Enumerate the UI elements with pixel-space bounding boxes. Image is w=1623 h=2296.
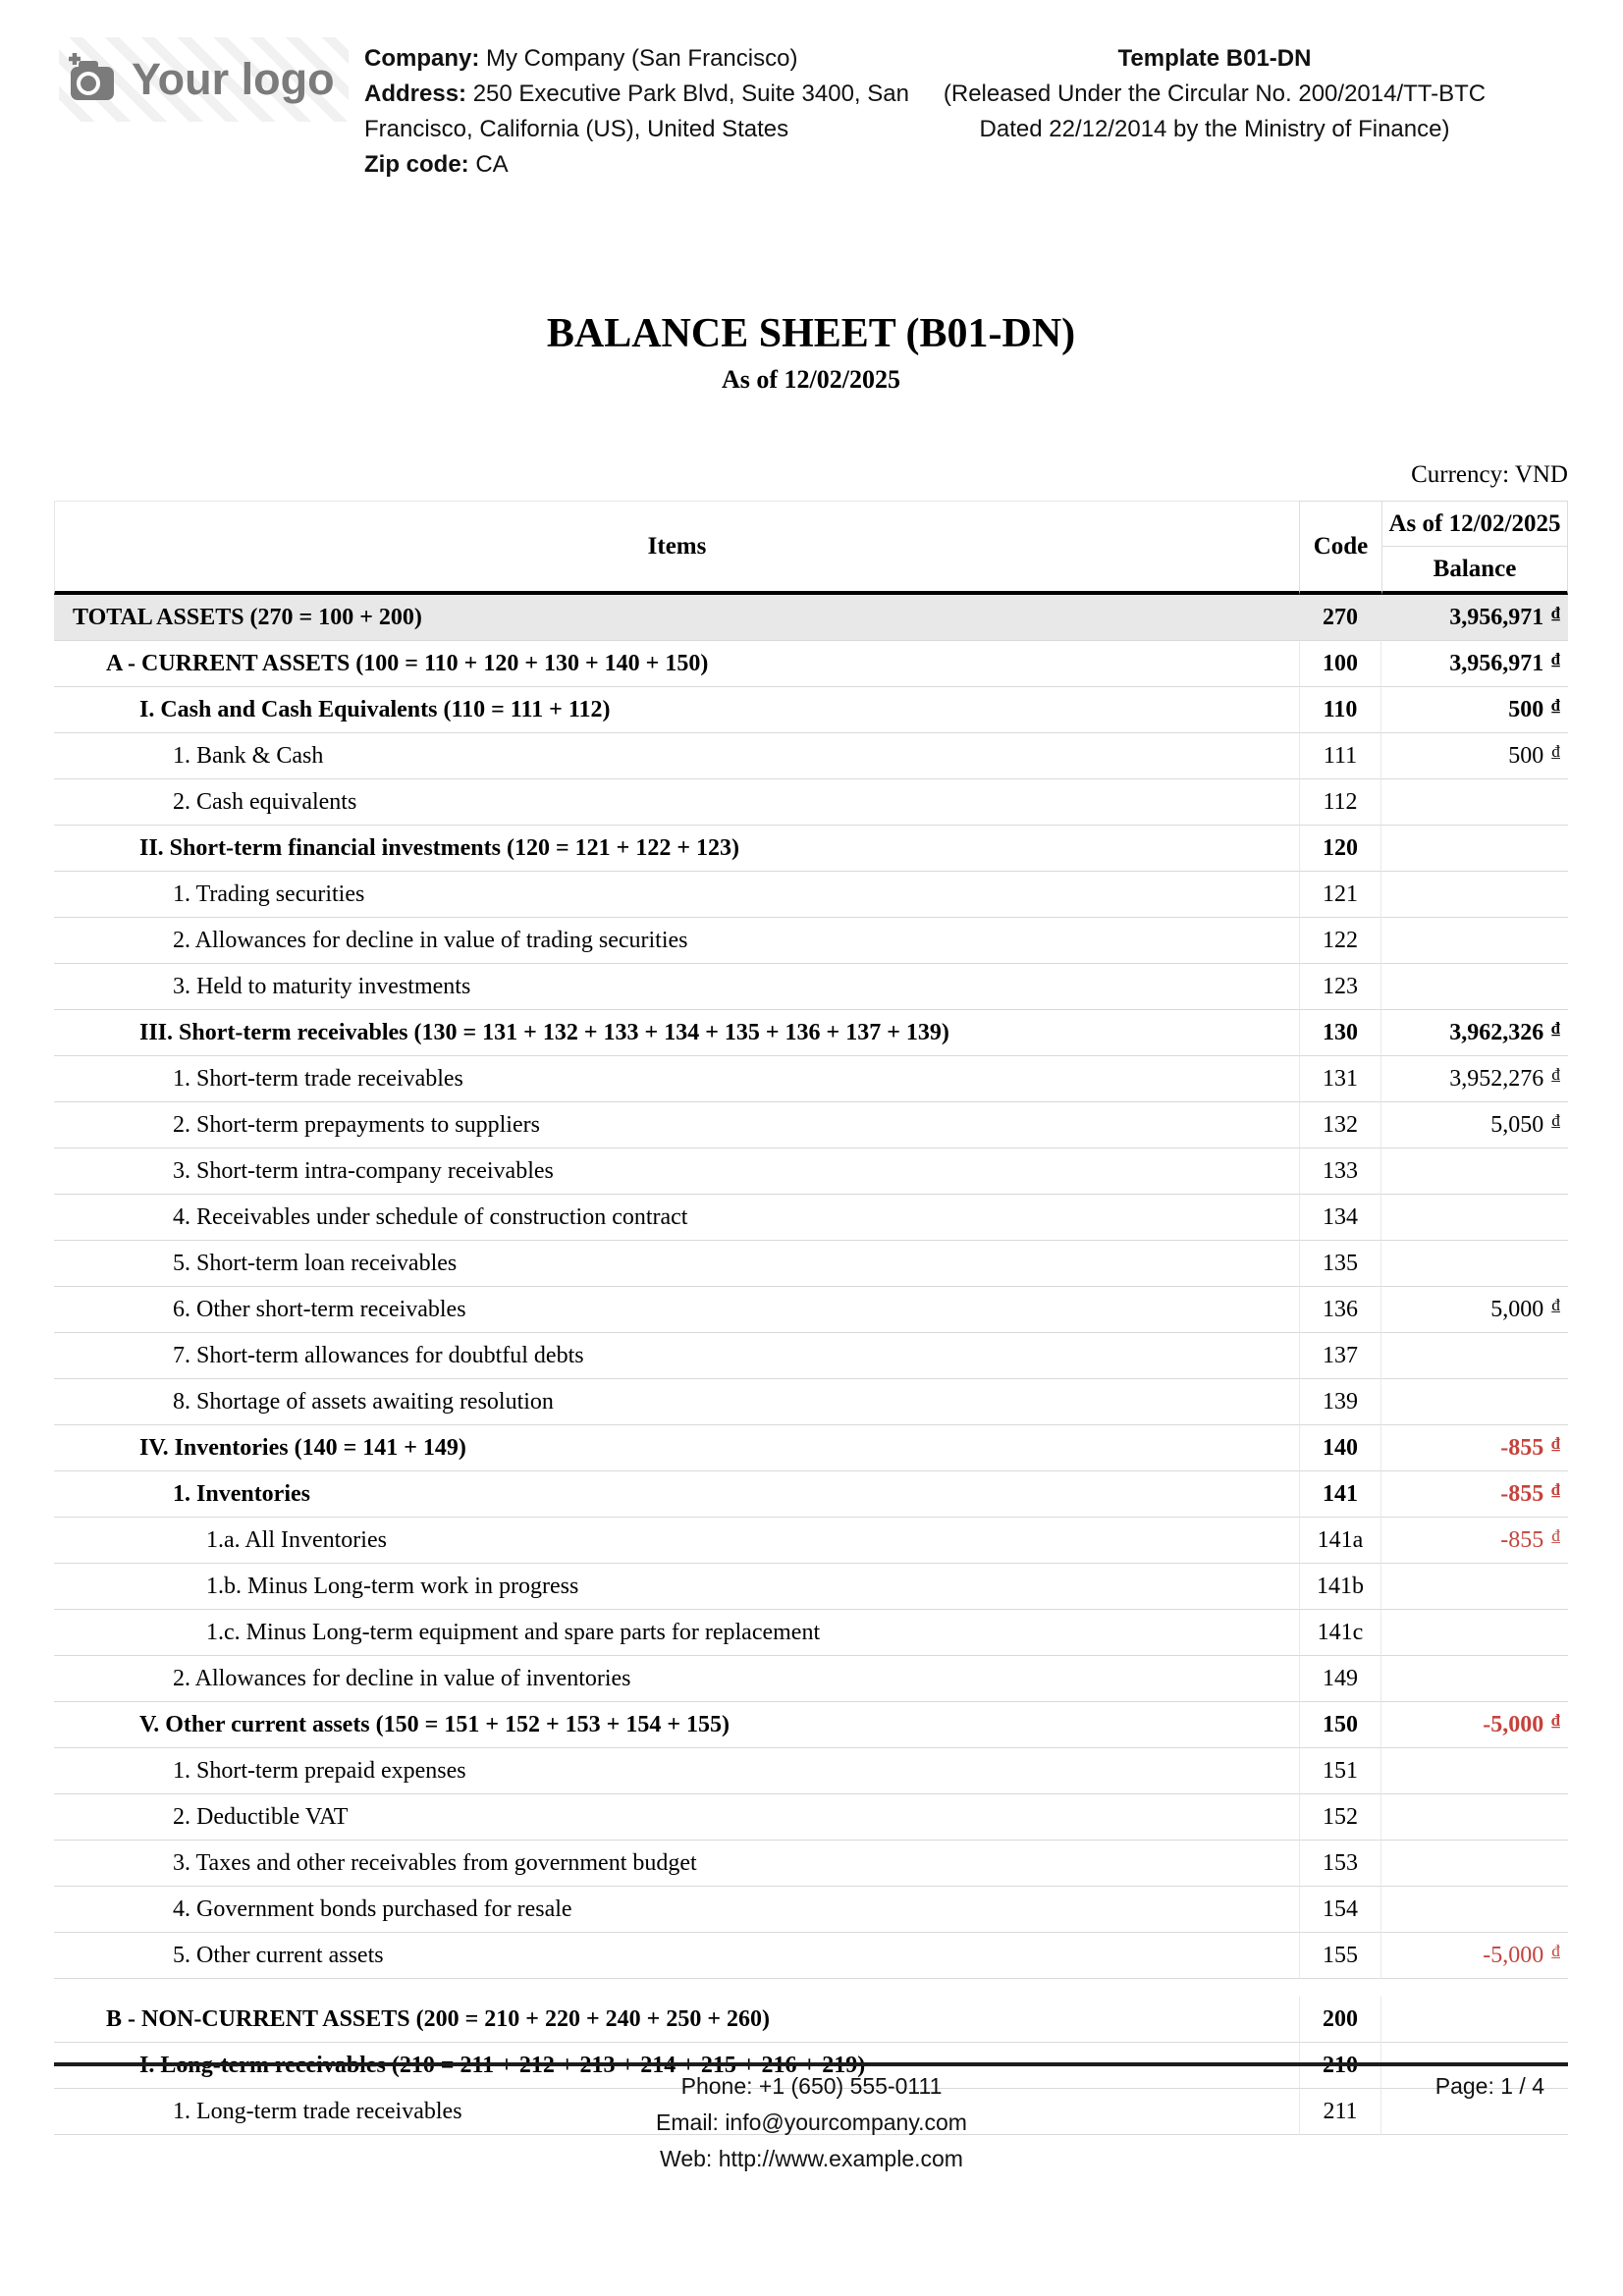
row-code: 151 xyxy=(1299,1748,1381,1794)
row-value xyxy=(1381,1887,1568,1933)
table-row xyxy=(54,1241,1568,1287)
row-value xyxy=(1381,826,1568,872)
zip-line xyxy=(364,147,932,183)
row-amount: 3,956,971 xyxy=(1449,605,1544,630)
row-code: 136 xyxy=(1299,1287,1381,1333)
row-label: III. Short-term receivables (130 = 131 + 132 + 133 + 134 + 135 + 136 + 137 + 139) xyxy=(54,1010,1299,1056)
row-label: V. Other current assets (150 = 151 + 152 + 153 + 154 + 155) xyxy=(54,1702,1299,1748)
template-dated: Dated 22/12/2014 by the Ministry of Finance) xyxy=(979,116,1450,142)
row-value xyxy=(1381,918,1568,964)
row-amount: 500 xyxy=(1508,697,1544,722)
row-label: II. Short-term financial investments (120 = 121 + 122 + 123) xyxy=(54,826,1299,872)
table-row xyxy=(54,1656,1568,1702)
row-amount: 5,050 xyxy=(1490,1112,1544,1138)
row-code: 154 xyxy=(1299,1887,1381,1933)
row-code: 211 xyxy=(1299,2089,1381,2135)
row-code: 122 xyxy=(1299,918,1381,964)
row-code: 141b xyxy=(1299,1564,1381,1610)
currency-symbol: ₫ xyxy=(1551,1480,1560,1499)
row-label: TOTAL ASSETS (270 = 100 + 200) xyxy=(54,595,1299,641)
row-value xyxy=(1381,964,1568,1010)
row-code: 132 xyxy=(1299,1102,1381,1148)
row-label: 2. Short-term prepayments to suppliers xyxy=(54,1102,1299,1148)
row-code: 152 xyxy=(1299,1794,1381,1841)
table-row xyxy=(54,1287,1568,1333)
row-code: 137 xyxy=(1299,1333,1381,1379)
currency-symbol: ₫ xyxy=(1551,1019,1560,1038)
table-row xyxy=(54,1933,1568,1979)
table-row xyxy=(54,1997,1568,2043)
row-label: 4. Receivables under schedule of construction contract xyxy=(54,1195,1299,1241)
row-value xyxy=(1381,1333,1568,1379)
table-row xyxy=(54,1056,1568,1102)
footer-web[interactable]: Web: http://www.example.com xyxy=(660,2146,963,2171)
row-label: 3. Short-term intra-company receivables xyxy=(54,1148,1299,1195)
row-label: 1. Inventories xyxy=(54,1471,1299,1518)
row-label: A - CURRENT ASSETS (100 = 110 + 120 + 130 + 140 + 150) xyxy=(54,641,1299,687)
row-value xyxy=(1381,1195,1568,1241)
currency-symbol: ₫ xyxy=(1551,696,1560,715)
row-label: 3. Held to maturity investments xyxy=(54,964,1299,1010)
row-code: 141a xyxy=(1299,1518,1381,1564)
row-value xyxy=(1381,1841,1568,1887)
currency-symbol: ₫ xyxy=(1551,1434,1560,1453)
zip-label: Zip code: xyxy=(364,151,469,178)
table-row xyxy=(54,1887,1568,1933)
template-name: Template B01-DN xyxy=(1117,45,1312,72)
row-label: IV. Inventories (140 = 141 + 149) xyxy=(54,1425,1299,1471)
address-value: 250 Executive Park Blvd, Suite 3400, San Francisco, California (US), United States xyxy=(364,80,909,142)
camera-icon xyxy=(65,51,120,109)
row-code: 131 xyxy=(1299,1056,1381,1102)
row-label: 1.a. All Inventories xyxy=(54,1518,1299,1564)
row-value xyxy=(1381,1702,1568,1748)
row-amount: -855 xyxy=(1500,1435,1544,1461)
row-amount: 3,952,276 xyxy=(1449,1066,1544,1092)
items-column-header: Items xyxy=(54,501,1299,595)
row-label: 1. Bank & Cash xyxy=(54,733,1299,779)
row-value xyxy=(1381,872,1568,918)
row-value xyxy=(1381,1794,1568,1841)
table-row xyxy=(54,779,1568,826)
row-value xyxy=(1381,1379,1568,1425)
footer-phone: Phone: +1 (650) 555-0111 xyxy=(680,2073,943,2099)
row-amount: 500 xyxy=(1508,743,1544,769)
table-row xyxy=(54,964,1568,1010)
template-circular: (Released Under the Circular No. 200/2014/TT-BTC xyxy=(943,80,1487,107)
row-amount: -5,000 xyxy=(1483,1712,1544,1737)
row-value xyxy=(1381,1748,1568,1794)
template-info-block xyxy=(931,41,1498,147)
table-row xyxy=(54,1010,1568,1056)
table-row xyxy=(54,1564,1568,1610)
table-row xyxy=(54,1748,1568,1794)
company-line xyxy=(364,41,932,77)
row-amount: -855 xyxy=(1500,1481,1544,1507)
row-label: 2. Allowances for decline in value of inventories xyxy=(54,1656,1299,1702)
row-code: 270 xyxy=(1299,595,1381,641)
company-value: My Company (San Francisco) xyxy=(486,45,798,72)
address-label: Address: xyxy=(364,80,467,107)
footer-contact xyxy=(0,2068,1623,2177)
row-code: 110 xyxy=(1299,687,1381,733)
table-row xyxy=(54,733,1568,779)
table-row xyxy=(54,826,1568,872)
row-label: 5. Short-term loan receivables xyxy=(54,1241,1299,1287)
row-code: 200 xyxy=(1299,1997,1381,2043)
row-value xyxy=(1381,1010,1568,1056)
row-value xyxy=(1381,1287,1568,1333)
table-row xyxy=(54,1102,1568,1148)
row-label: 1. Short-term trade receivables xyxy=(54,1056,1299,1102)
row-amount: 3,956,971 xyxy=(1449,651,1544,676)
row-value xyxy=(1381,779,1568,826)
row-label: 2. Allowances for decline in value of trading securities xyxy=(54,918,1299,964)
section-gap xyxy=(54,1979,1568,1997)
table-row xyxy=(54,1471,1568,1518)
address-line xyxy=(364,77,932,147)
row-value xyxy=(1381,1425,1568,1471)
row-code: 153 xyxy=(1299,1841,1381,1887)
page-number: Page: 1 / 4 xyxy=(1434,2073,1544,2099)
row-label: 3. Taxes and other receivables from government budget xyxy=(54,1841,1299,1887)
row-code: 134 xyxy=(1299,1195,1381,1241)
row-label: 7. Short-term allowances for doubtful debts xyxy=(54,1333,1299,1379)
currency-symbol: ₫ xyxy=(1551,1065,1560,1084)
row-label: 6. Other short-term receivables xyxy=(54,1287,1299,1333)
table-row xyxy=(54,1379,1568,1425)
currency-symbol: ₫ xyxy=(1551,1111,1560,1130)
row-code: 155 xyxy=(1299,1933,1381,1979)
table-row xyxy=(54,1425,1568,1471)
row-value xyxy=(1381,1610,1568,1656)
table-row xyxy=(54,687,1568,733)
row-code: 149 xyxy=(1299,1656,1381,1702)
zip-value: CA xyxy=(475,151,509,178)
row-code: 150 xyxy=(1299,1702,1381,1748)
row-label: 1. Short-term prepaid expenses xyxy=(54,1748,1299,1794)
row-amount: 3,962,326 xyxy=(1449,1020,1544,1045)
table-row xyxy=(54,1841,1568,1887)
company-label: Company: xyxy=(364,45,480,72)
row-value xyxy=(1381,1656,1568,1702)
row-value xyxy=(1381,733,1568,779)
row-label: 1.b. Minus Long-term work in progress xyxy=(54,1564,1299,1610)
row-code: 141c xyxy=(1299,1610,1381,1656)
company-info-block xyxy=(364,41,932,183)
currency-note: Currency: VND xyxy=(1411,461,1568,488)
row-value xyxy=(1381,641,1568,687)
balance-sheet-table xyxy=(54,501,1568,2135)
currency-symbol: ₫ xyxy=(1551,1526,1560,1545)
row-code: 121 xyxy=(1299,872,1381,918)
row-code: 123 xyxy=(1299,964,1381,1010)
table-row xyxy=(54,1518,1568,1564)
row-value xyxy=(1381,595,1568,641)
row-value xyxy=(1381,687,1568,733)
row-amount: 5,000 xyxy=(1490,1297,1544,1322)
table-row xyxy=(54,1195,1568,1241)
footer-divider xyxy=(54,2062,1568,2066)
row-label: 5. Other current assets xyxy=(54,1933,1299,1979)
currency-symbol: ₫ xyxy=(1551,604,1560,622)
table-row xyxy=(54,641,1568,687)
balance-column-header: Balance xyxy=(1381,547,1568,595)
currency-symbol: ₫ xyxy=(1551,742,1560,761)
row-code: 111 xyxy=(1299,733,1381,779)
page-subtitle: As of 12/02/2025 xyxy=(722,365,900,394)
table-row xyxy=(54,1333,1568,1379)
currency-symbol: ₫ xyxy=(1551,1942,1560,1960)
currency-symbol: ₫ xyxy=(1551,1711,1560,1730)
row-label: 1. Trading securities xyxy=(54,872,1299,918)
company-logo xyxy=(59,37,349,122)
table-row xyxy=(54,595,1568,641)
table-row xyxy=(54,1794,1568,1841)
row-value xyxy=(1381,1933,1568,1979)
footer-email[interactable]: Email: info@yourcompany.com xyxy=(656,2109,967,2135)
row-code: 135 xyxy=(1299,1241,1381,1287)
row-amount: -5,000 xyxy=(1483,1943,1544,1968)
row-code: 100 xyxy=(1299,641,1381,687)
page-title: BALANCE SHEET (B01-DN) xyxy=(546,311,1076,356)
table-row xyxy=(54,872,1568,918)
row-value xyxy=(1381,1564,1568,1610)
row-label: 8. Shortage of assets awaiting resolution xyxy=(54,1379,1299,1425)
row-code: 112 xyxy=(1299,779,1381,826)
currency-symbol: ₫ xyxy=(1551,650,1560,668)
row-code: 140 xyxy=(1299,1425,1381,1471)
row-label: 1.c. Minus Long-term equipment and spare parts for replacement xyxy=(54,1610,1299,1656)
row-code: 139 xyxy=(1299,1379,1381,1425)
row-label: 2. Deductible VAT xyxy=(54,1794,1299,1841)
table-body xyxy=(54,595,1568,2135)
row-value xyxy=(1381,1241,1568,1287)
row-label: I. Cash and Cash Equivalents (110 = 111 + 112) xyxy=(54,687,1299,733)
asof-column-header: As of 12/02/2025 xyxy=(1381,501,1568,547)
row-amount: -855 xyxy=(1500,1527,1544,1553)
row-code: 141 xyxy=(1299,1471,1381,1518)
row-label: 4. Government bonds purchased for resale xyxy=(54,1887,1299,1933)
table-header xyxy=(54,501,1568,595)
row-value xyxy=(1381,1518,1568,1564)
row-label: 1. Long-term trade receivables xyxy=(54,2089,1299,2135)
row-label: B - NON-CURRENT ASSETS (200 = 210 + 220 + 240 + 250 + 260) xyxy=(54,1997,1299,2043)
row-code: 120 xyxy=(1299,826,1381,872)
row-value xyxy=(1381,1056,1568,1102)
row-label: 2. Cash equivalents xyxy=(54,779,1299,826)
table-row xyxy=(54,1148,1568,1195)
logo-text: Your logo xyxy=(132,54,335,104)
table-row xyxy=(54,1610,1568,1656)
row-value xyxy=(1381,1148,1568,1195)
row-code: 133 xyxy=(1299,1148,1381,1195)
table-row xyxy=(54,918,1568,964)
row-code: 130 xyxy=(1299,1010,1381,1056)
row-value xyxy=(1381,1997,1568,2043)
row-value xyxy=(1381,1471,1568,1518)
table-row xyxy=(54,1702,1568,1748)
currency-symbol: ₫ xyxy=(1551,1296,1560,1314)
row-value xyxy=(1381,1102,1568,1148)
code-column-header: Code xyxy=(1299,501,1381,595)
